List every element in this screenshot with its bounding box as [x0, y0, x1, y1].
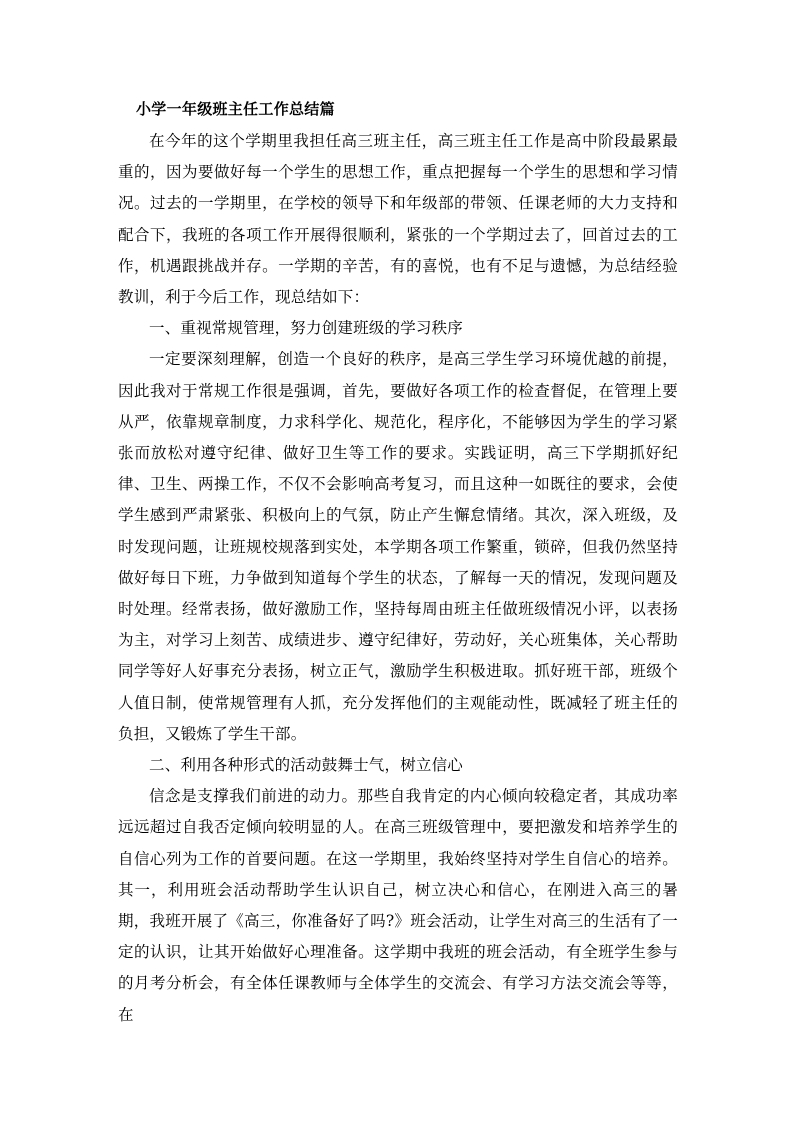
- section-heading-1: 一、重视常规管理，努力创建班级的学习秩序: [149, 319, 464, 338]
- section-2-paragraph: 信念是支撑我们前进的动力。那些自我肯定的内心倾向较稳定者，其成功率远远超过自我否定倾向较明显的人。在高三班级管理中，要把激发和培养学生的自信心列为工作的首要问题。在这一学期里，我始终坚持对学生自信心的培养。其一，利用班会活动帮助学生认识自己，树立决心和信心，在刚进入高三的暑期，我班开展了《高三，你准备好了吗?》班会活动，让学生对高三的生活有了一定的认识，让其开始做好心理准备。这学期中我班的班会活动，有全班学生参与的月考分析会，有全体任课教师与全体学生的交流会、有学习方法交流会等等，在: [118, 787, 678, 1024]
- section-heading-2: 二、利用各种形式的活动鼓舞士气，树立信心: [149, 756, 464, 775]
- section-1-paragraph: 一定要深刻理解，创造一个良好的秩序，是高三学生学习环境优越的前提，因此我对于常规工作很是强调，首先，要做好各项工作的检查督促，在管理上要从严，依靠规章制度，力求科学化、规范化，程序化，不能够因为学生的学习紧张而放松对遵守纪律、做好卫生等工作的要求。实践证明，高三下学期抓好纪律、卫生、两操工作，不仅不会影响高考复习，而且这种一如既往的要求，会使学生感到严肃紧张、积极向上的气氛，防止产生懈怠情绪。其次，深入班级，及时发现问题，让班规校规落到实处，本学期各项工作繁重，锁碎，但我仍然坚持做好每日下班，力争做到知道每个学生的状态，了解每一天的情况，发现问题及时处理。经常表扬，做好激励工作，坚持每周由班主任做班级情况小评，以表扬为主，对学习上刻苦、成绩进步、遵守纪律好，劳动好，关心班集体，关心帮助同学等好人好事充分表扬，树立正气，激励学生积极进取。抓好班干部，班级个人值日制，使常规管理有人抓，充分发挥他们的主观能动性，既减轻了班主任的负担，又锻炼了学生干部。: [118, 350, 678, 743]
- document-title: 小学一年级班主任工作总结篇: [136, 100, 335, 118]
- document-page: [118, 96, 678, 1031]
- intro-paragraph: 在今年的这个学期里我担任高三班主任，高三班主任工作是高中阶段最累最重的，因为要做好每一个学生的思想工作，重点把握每一个学生的思想和学习情况。过去的一学期里，在学校的领导下和年级部的带领、任课老师的大力支持和配合下，我班的各项工作开展得很顺利，紧张的一个学期过去了，回首过去的工作，机遇跟挑战并存。一学期的辛苦，有的喜悦，也有不足与遗憾，为总结经验教训，利于今后工作，现总结如下：: [118, 132, 678, 307]
